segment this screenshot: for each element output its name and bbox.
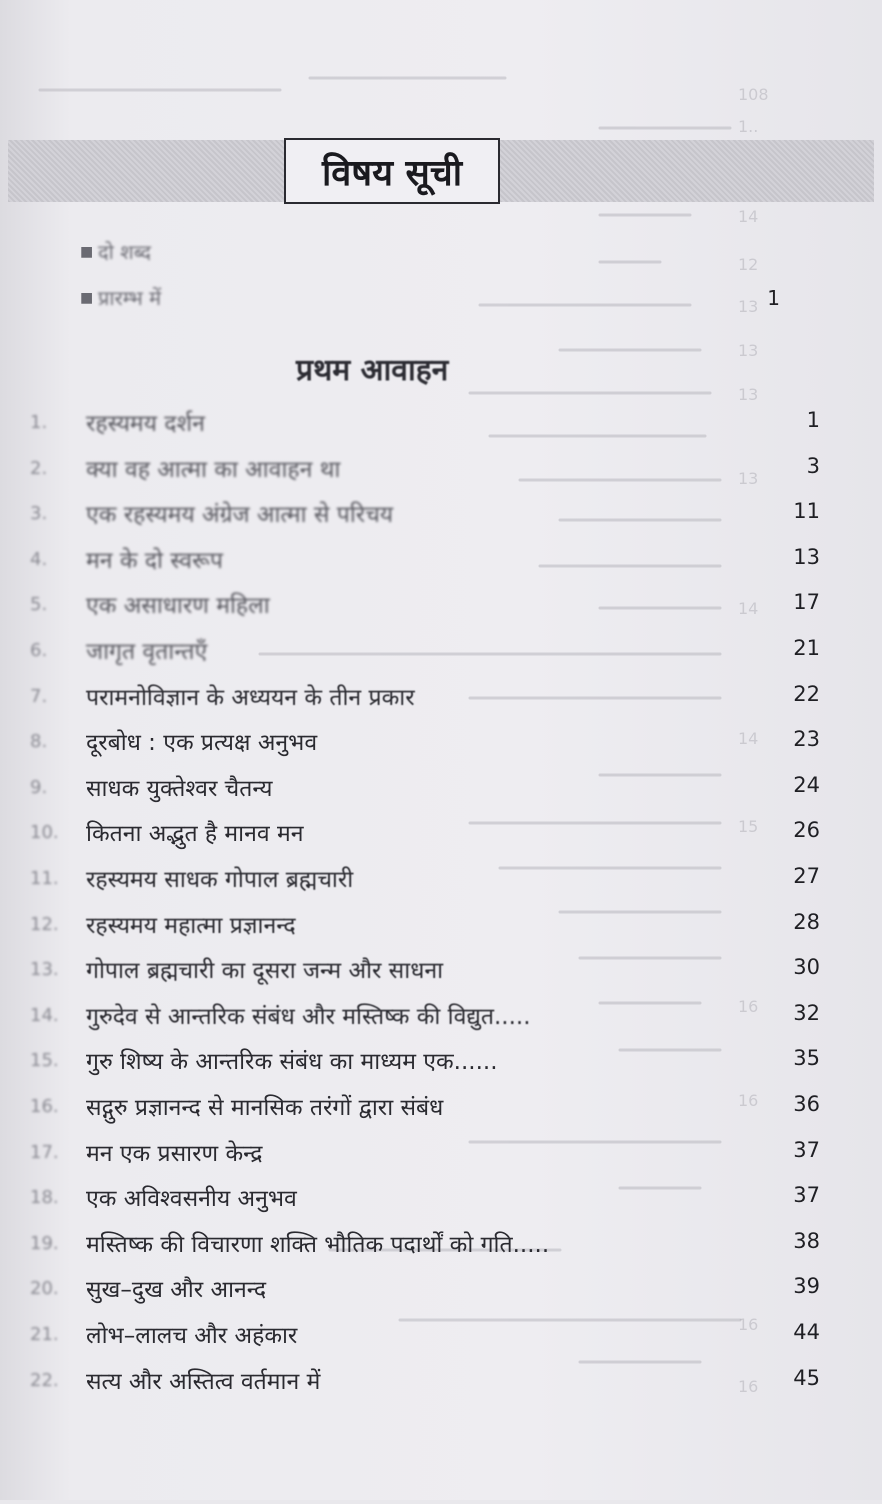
toc-entry-page: 17 xyxy=(793,590,820,615)
toc-entry xyxy=(30,769,830,813)
toc-entry-number: 4. xyxy=(30,548,48,570)
prelim-page: 1 xyxy=(767,286,780,310)
toc-entry-title: लोभ–लालच और अहंकार xyxy=(86,1323,298,1349)
toc-entry-number: 6. xyxy=(30,640,48,661)
toc-entry-number: 3. xyxy=(30,503,48,525)
svg-text:16: 16 xyxy=(738,997,759,1016)
toc-entry-title: रहस्यमय महात्मा प्रज्ञानन्द xyxy=(86,912,296,939)
toc-entry xyxy=(30,541,830,585)
toc-entry-page: 24 xyxy=(793,772,820,797)
svg-text:108: 108 xyxy=(738,85,769,104)
toc-entry-number: 12. xyxy=(30,913,59,935)
toc-entry-number: 11. xyxy=(30,868,59,889)
toc-entry-title: एक अविश्वसनीय अनुभव xyxy=(86,1186,297,1213)
toc-entry xyxy=(30,860,830,904)
toc-entry-page: 32 xyxy=(793,1000,820,1025)
toc-entry xyxy=(30,404,830,448)
toc-entry xyxy=(30,1316,830,1360)
toc-entry xyxy=(30,495,830,539)
toc-entry-title: गुरुदेव से आन्तरिक संबंध और मस्तिष्क की विद्युत..... xyxy=(86,1003,531,1030)
svg-text:13: 13 xyxy=(738,297,759,316)
toc-entry-number: 19. xyxy=(30,1232,59,1254)
toc-entry-page: 22 xyxy=(793,681,820,706)
toc-entry-page: 35 xyxy=(793,1046,820,1071)
toc-entry-title: मन के दो स्वरूप xyxy=(86,547,223,574)
page-title: विषय सूची xyxy=(284,138,500,204)
toc-entry-title: सद्गुरु प्रज्ञानन्द से मानसिक तरंगों द्वारा संबंध xyxy=(86,1095,444,1121)
toc-entry-number: 16. xyxy=(30,1096,59,1117)
svg-text:16: 16 xyxy=(738,1091,759,1110)
toc-entry-page: 37 xyxy=(793,1183,820,1208)
toc-entry-title: मन एक प्रसारण केन्द्र xyxy=(86,1140,263,1167)
toc-entry xyxy=(30,678,830,722)
toc-entry-page: 44 xyxy=(793,1320,820,1344)
toc-entry-title: परामनोविज्ञान के अध्ययन के तीन प्रकार xyxy=(86,684,415,711)
svg-text:13: 13 xyxy=(738,341,759,360)
svg-text:14: 14 xyxy=(738,207,759,226)
toc-entry-number: 18. xyxy=(30,1187,59,1209)
toc-entry xyxy=(30,1270,830,1314)
toc-entry-title: एक असाधारण महिला xyxy=(86,593,270,620)
toc-entry xyxy=(30,1042,830,1086)
section-title: प्रथम आवाहन xyxy=(296,353,449,388)
toc-entry-number: 14. xyxy=(30,1004,59,1026)
svg-text:16: 16 xyxy=(738,1315,759,1334)
toc-entry-page: 21 xyxy=(793,636,820,660)
toc-entry-title: कितना अद्भुत है मानव मन xyxy=(86,821,304,848)
toc-entry-number: 2. xyxy=(30,457,48,479)
toc-entry-page: 23 xyxy=(793,727,820,752)
toc-entry xyxy=(30,1134,830,1178)
toc-entry-page: 26 xyxy=(793,818,820,843)
toc-entry-page: 11 xyxy=(793,499,820,524)
toc-entry-title: एक रहस्यमय अंग्रेज आत्मा से परिचय xyxy=(86,502,394,529)
toc-entry-number: 10. xyxy=(30,822,59,844)
toc-entry-number: 13. xyxy=(30,959,59,981)
toc-entry xyxy=(30,906,830,950)
toc-entry-page: 3 xyxy=(806,453,820,478)
toc-entry-number: 21. xyxy=(30,1324,59,1345)
svg-text:15: 15 xyxy=(738,817,759,836)
toc-entry-title: गुरु शिष्य के आन्तरिक संबंध का माध्यम एक...... xyxy=(86,1049,498,1076)
toc-entry-number: 9. xyxy=(30,776,48,798)
toc-entry-page: 27 xyxy=(793,864,820,888)
toc-entry-number: 5. xyxy=(30,594,48,616)
toc-entry-number: 17. xyxy=(30,1141,59,1163)
toc-entry-title: गोपाल ब्रह्मचारी का दूसरा जन्म और साधना xyxy=(86,958,444,985)
toc-entry xyxy=(30,997,830,1041)
toc-entry xyxy=(30,951,830,995)
bullet-icon: ■ xyxy=(80,290,94,306)
toc-entry xyxy=(30,1179,830,1223)
toc-entry-title: सुख–दुख और आनन्द xyxy=(86,1277,267,1304)
svg-text:13: 13 xyxy=(738,385,759,404)
toc-entry-title: मस्तिष्क की विचारणा शक्ति भौतिक पदार्थों को गति..... xyxy=(86,1231,550,1258)
toc-entry-number: 15. xyxy=(30,1050,59,1072)
toc-entry-page: 30 xyxy=(793,955,820,980)
svg-text:16: 16 xyxy=(738,1377,759,1396)
toc-entry-page: 39 xyxy=(793,1274,820,1299)
toc-entry xyxy=(30,1362,830,1406)
toc-entry-title: रहस्यमय दर्शन xyxy=(86,411,205,437)
toc-entry xyxy=(30,586,830,630)
toc-entry xyxy=(30,723,830,767)
toc-entry-number: 8. xyxy=(30,731,48,753)
prelim-item xyxy=(80,238,800,274)
svg-text:12: 12 xyxy=(738,255,759,274)
toc-entry-page: 1 xyxy=(806,408,820,432)
toc-entry-page: 38 xyxy=(793,1228,820,1253)
toc-entry-number: 1. xyxy=(30,412,48,433)
svg-text:14: 14 xyxy=(738,729,759,748)
toc-entry-number: 20. xyxy=(30,1278,59,1300)
prelim-label: प्रारम्भ में xyxy=(98,286,162,310)
toc-entry-page: 28 xyxy=(793,909,820,934)
toc-entry-title: क्या वह आत्मा का आवाहन था xyxy=(86,456,341,483)
toc-entry-title: सत्य और अस्तित्व वर्तमान में xyxy=(86,1368,321,1395)
svg-text:1..: 1.. xyxy=(738,117,759,136)
toc-entry-title: दूरबोध : एक प्रत्यक्ष अनुभव xyxy=(86,730,318,757)
toc-entry-title: जागृत वृतान्तएँ xyxy=(86,639,208,665)
toc-entry xyxy=(30,1225,830,1269)
toc-entry-page: 13 xyxy=(793,544,820,569)
svg-text:13: 13 xyxy=(738,469,759,488)
toc-entry-title: रहस्यमय साधक गोपाल ब्रह्मचारी xyxy=(86,867,354,893)
bullet-icon: ■ xyxy=(80,244,94,260)
toc-entry-page: 45 xyxy=(793,1365,820,1390)
toc-entry-number: 7. xyxy=(30,685,48,707)
prelim-label: दो शब्द xyxy=(98,240,152,264)
toc-entry xyxy=(30,450,830,494)
toc-entry-page: 37 xyxy=(793,1137,820,1162)
toc-entry xyxy=(30,1088,830,1132)
toc-entry xyxy=(30,814,830,858)
svg-text:14: 14 xyxy=(738,599,759,618)
toc-entry xyxy=(30,632,830,676)
toc-entry-title: साधक युक्तेश्वर चैतन्य xyxy=(86,775,273,802)
prelim-item xyxy=(80,284,800,320)
toc-entry-number: 22. xyxy=(30,1369,59,1391)
toc-entry-page: 36 xyxy=(793,1092,820,1116)
